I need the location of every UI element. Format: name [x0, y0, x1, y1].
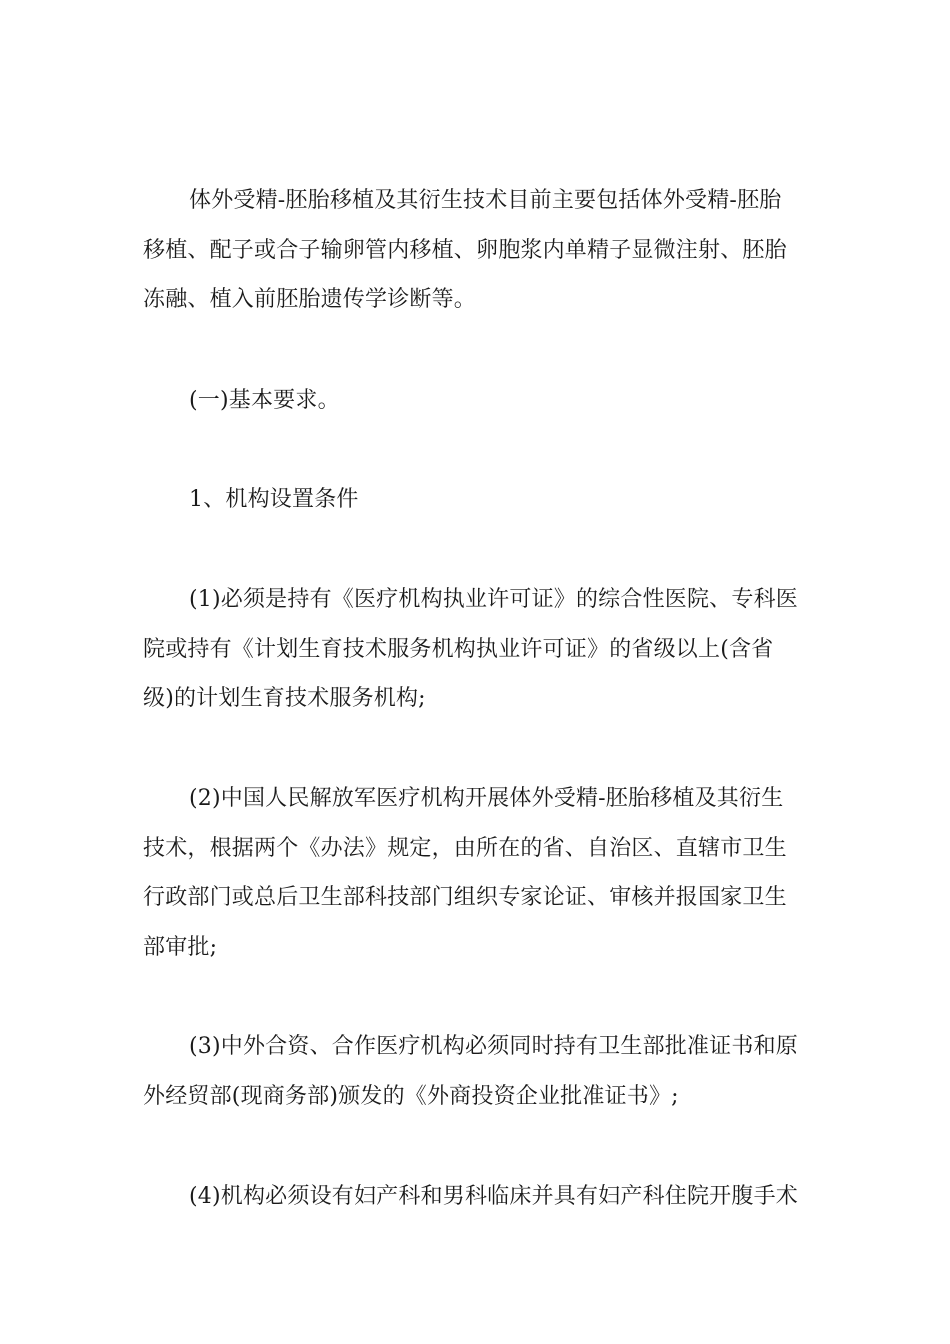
paragraph-intro	[143, 176, 809, 325]
subsection-heading-institution-conditions	[143, 475, 809, 525]
text-line: 院或持有《计划生育技术服务机构执业许可证》的省级以上(含省	[143, 636, 774, 662]
text-line: 技术，根据两个《办法》规定，由所在的省、自治区、直辖市卫生	[143, 835, 787, 861]
text-line: 行政部门或总后卫生部科技部门组织专家论证、审核并报国家卫生	[143, 885, 787, 910]
section-heading-basic-requirements	[143, 376, 809, 426]
text-line: 1、机构设置条件	[189, 487, 359, 512]
list-item-4	[143, 1172, 809, 1222]
text-line: 级)的计划生育技术服务机构;	[143, 686, 426, 711]
text-line: 部审批;	[143, 934, 218, 960]
text-line: 体外受精-胚胎移植及其衍生技术目前主要包括体外受精-胚胎	[189, 188, 782, 213]
text-line: 外经贸部(现商务部)颁发的《外商投资企业批准证书》;	[143, 1083, 679, 1109]
text-line: 冻融、植入前胚胎遗传学诊断等。	[143, 287, 477, 312]
text-line: (1)必须是持有《医疗机构执业许可证》的综合性医院、专科医	[189, 587, 798, 612]
text-line: (2)中国人民解放军医疗机构开展体外受精-胚胎移植及其衍生	[189, 786, 784, 811]
text-line: (一)基本要求。	[189, 388, 340, 413]
text-line: (3)中外合资、合作医疗机构必须同时持有卫生部批准证书和原	[189, 1034, 798, 1059]
list-item-1	[143, 575, 809, 724]
list-item-3	[143, 1022, 809, 1121]
text-line: 移植、配子或合子输卵管内移植、卵胞浆内单精子显微注射、胚胎	[143, 237, 787, 263]
text-line: (4)机构必须设有妇产科和男科临床并具有妇产科住院开腹手术	[189, 1184, 798, 1209]
list-item-2	[143, 774, 809, 972]
